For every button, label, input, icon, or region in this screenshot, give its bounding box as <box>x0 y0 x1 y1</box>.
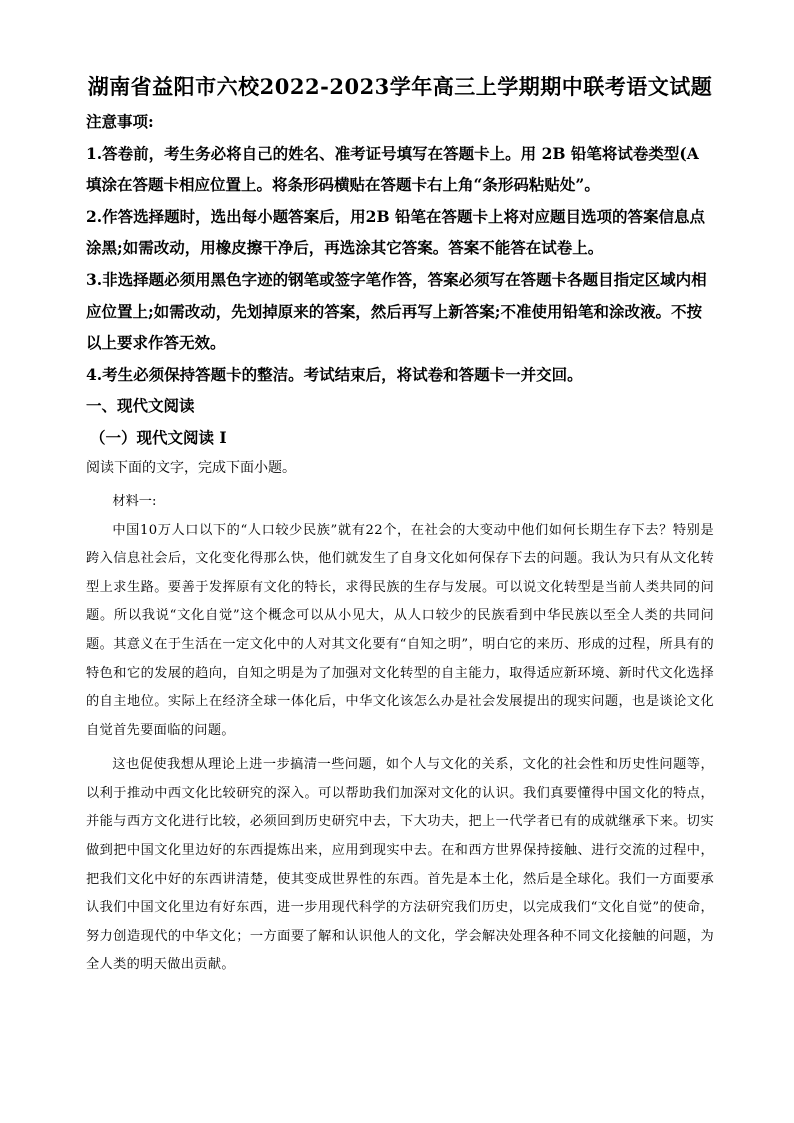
material-paragraph-1: 中国10万人口以下的“人口较少民族”就有22个，在社会的大变动中他们如何长期生存下去？特别是跨入信息社会后，文化变化得那么快，他们就发生了自身文化如何保存下去的问题。我认为只有从文化转型上求生路。要善于发挥原有文化的特长，求得民族的生存与发展。可以说文化转型是当前人类共同的问题。所以我说“文化自觉”这个概念可以从小见大，从人口较少的民族看到中华民族以至全人类的共同问题。其意义在于生活在一定文化中的人对其文化要有“自知之明”，明白它的来历、形成的过程，所具有的特色和它的发展的趋向，自知之明是为了加强对文化转型的自主能力，取得适应新环境、新时代文化选择的自主地位。实际上在经济全球一体化后，中华文化该怎么办是社会发展提出的现实问题，也是谈论文化自觉首先要面临的问题。 <box>86 522 714 738</box>
notice-item-4: 4.考生必须保持答题卡的整洁。考试结束后，将试卷和答题卡一并交回。 <box>86 364 583 384</box>
notice-item-1: 1.答卷前，考生务必将自己的姓名、准考证号填写在答题卡上。用 2B 铅笔将试卷类型(A填涂在答题卡相应位置上。将条形码横贴在答题卡右上角“条形码粘贴处”。 <box>86 143 699 195</box>
material-paragraph-2: 这也促使我想从理论上进一步搞清一些问题，如个人与文化的关系，文化的社会性和历史性问题等，以利于推动中西文化比较研究的深入。可以帮助我们加深对文化的认识。我们真要懂得中国文化的特点，并能与西方文化进行比较，必须回到历史研究中去，下大功夫，把上一代学者已有的成就继承下来。切实做到把中国文化里边好的东西提炼出来，应用到现实中去。在和西方世界保持接触、进行交流的过程中，把我们文化中好的东西讲清楚，使其变成世界性的东西。首先是本土化，然后是全球化。我们一方面要承认我们中国文化里边有好东西，进一步用现代科学的方法研究我们历史，以完成我们“文化自觉”的使命，努力创造现代的中华文化；一方面要了解和认识他人的文化，学会解决处理各种不同文化接触的问题，为全人类的明天做出贡献。 <box>86 757 714 973</box>
reading-instruction: 阅读下面的文字，完成下面小题。 <box>86 459 296 476</box>
notice-heading: 注意事项: <box>86 112 154 131</box>
subsection-heading: （一）现代文阅读 I <box>90 427 227 447</box>
notice-item-3: 3.非选择题必须用黑色字迹的钢笔或签字笔作答，答案必须写在答题卡各题目指定区域内相应位置上;如需改动，先划掉原来的答案，然后再写上新答案;不准使用铅笔和涂改液。不按以上要求作答无效。 <box>86 269 707 353</box>
notice-item-2: 2.作答选择题时，选出每小题答案后，用2B 铅笔在答题卡上将对应题目选项的答案信息点涂黑;如需改动，用橡皮擦干净后，再选涂其它答案。答案不能答在试卷上。 <box>86 206 705 258</box>
section-heading: 一、现代文阅读 <box>86 396 195 416</box>
document-title: 湖南省益阳市六校2022-2023学年高三上学期期中联考语文试题 <box>87 74 713 99</box>
material-label: 材料一: <box>112 493 157 509</box>
